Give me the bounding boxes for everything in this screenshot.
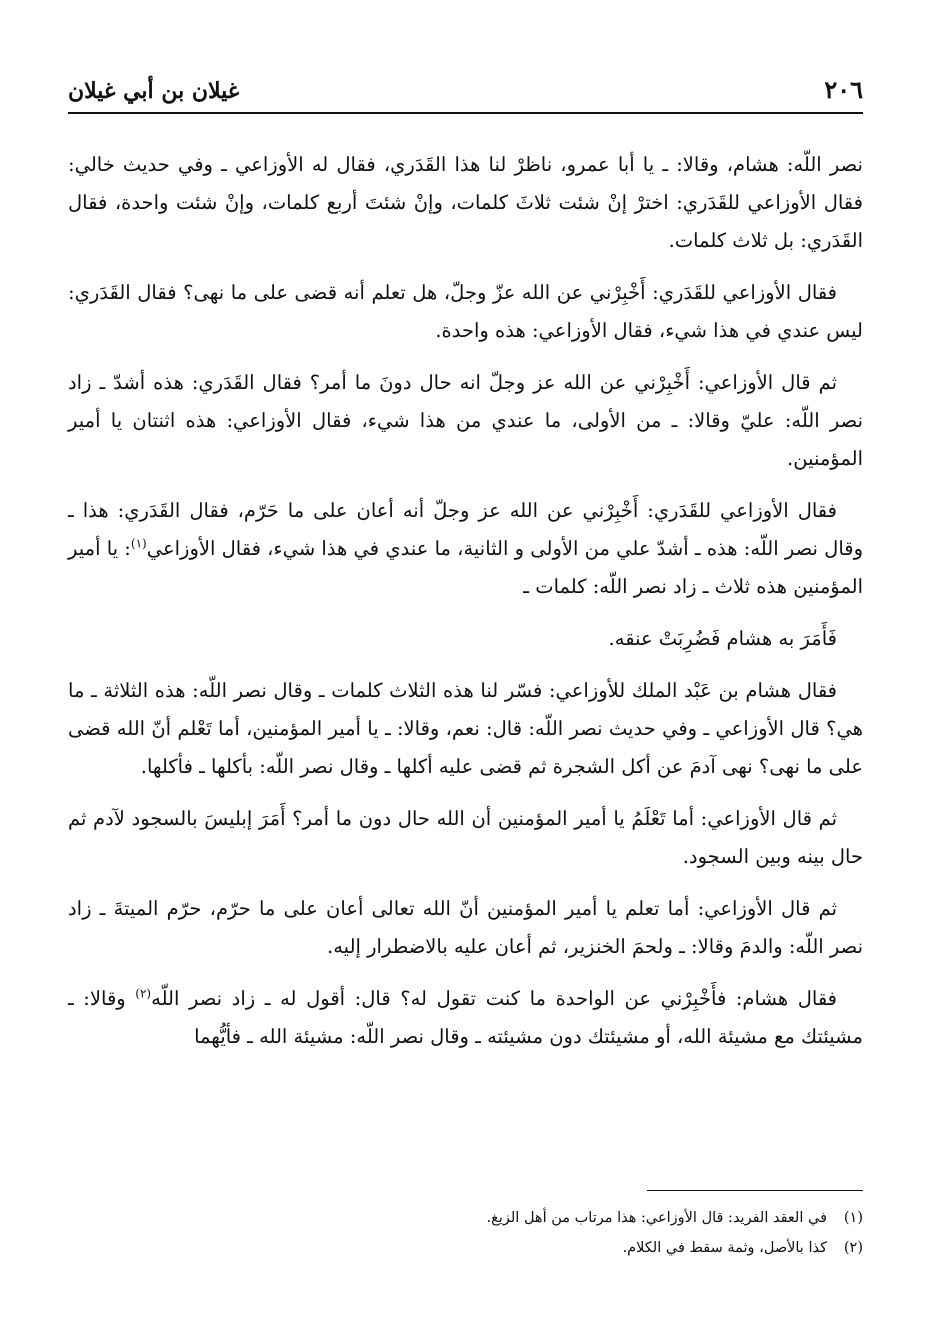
footnote-text: في العقد الفريد: قال الأوزاعي: هذا مرتاب من أهل الزيغ. — [486, 1210, 827, 1226]
paragraph: فَأَمَرَ به هشام فَضُرِبَتْ عنقه. — [608, 627, 837, 650]
main-text — [68, 146, 863, 1070]
paragraph: ثم قال الأوزاعي: أَخْبِرْني عن الله عز وجلّ انه حال دونَ ما أمر؟ فقال القَدَري: هذه أشدّ ـ زاد نصر اللّه: عليّ وقالا: ـ من الأولى، ما عندي من هذا شيء، فقال الأوزاعي: هذه اثنتان يا أمير المؤمنين. — [68, 371, 863, 470]
footnote-number: (٢) — [843, 1240, 863, 1256]
paragraph: فقال الأوزاعي للقَدَري: أَخْبِرْني عن الله عز وجلّ أنه أعان على ما حَرّم، فقال القَدَري: هذا ـ وقال نصر اللّه: هذه ـ أشدّ علي من الأولى و الثانية، ما عندي في هذا شيء، فقال الأوزاعي$^{(١)}$: يا أمير المؤمنين هذه ثلاث ـ زاد نصر اللّه: كلمات ـ — [68, 499, 863, 598]
paragraph: فقال هشام بن عَبْد الملك للأوزاعي: فسّر لنا هذه الثلاث كلمات ـ وقال نصر اللّه: هذه الثلاثة ـ ما هي؟ قال الأوزاعي ـ وفي حديث نصر اللّه: قال: نعم، وقالا: ـ يا أمير المؤمنين، أما تَعْلم أنّ الله قضى على ما نهى؟ نهى آدمَ عن أكل الشجرة ثم قضى عليه أكلها ـ وقال نصر اللّه: بأكلها ـ فأكلها. — [68, 679, 863, 778]
page-number: ٢٠٦ — [824, 75, 863, 104]
footnote-number: (١) — [843, 1210, 863, 1226]
paragraph: فقال الأوزاعي للقَدَري: أَخْبِرْني عن الله عزّ وجلّ، هل تعلم أنه قضى على ما نهى؟ فقال القَدَري: ليس عندي في هذا شيء، فقال الأوزاعي: هذه واحدة. — [68, 281, 863, 342]
paragraph: ثم قال الأوزاعي: أما تعلم يا أمير المؤمنين أنّ الله تعالى أعان على ما حرّم، حرّم الميتةَ ـ زاد نصر اللّه: والدمَ وقالا: ـ ولحمَ الخنزير، ثم أعان عليه بالاضطرار إليه. — [68, 897, 863, 958]
footnote — [68, 1203, 863, 1233]
page-header — [68, 70, 863, 114]
footnotes — [68, 1203, 863, 1263]
running-title: غيلان بن أبي غيلان — [68, 78, 240, 104]
footnote-reference[interactable]: (٢) — [135, 986, 152, 1001]
paragraph: فقال هشام: فأَخْبِرْني عن الواحدة ما كنت تقول له؟ قال: أقول له ـ زاد نصر اللّه$^{(٢)}$ وقالا: ـ مشيئتك مع مشيئة الله، أو مشيئتك دون مشيئته ـ وقال نصر اللّه: مشيئة الله ـ فأيُّهما — [68, 986, 863, 1048]
footnote — [68, 1233, 863, 1263]
paragraph: نصر اللّه: هشام، وقالا: ـ يا أبا عمرو، ناظرْ لنا هذا القَدَري، فقال له الأوزاعي ـ وفي حديث خالي: فقال الأوزاعي للقَدَري: اخترْ إنْ شئت ثلاثَ كلمات، وإنْ شئتَ أربع كلمات، وإنْ شئت واحدة، فقال القَدَري: بل ثلاث كلمات. — [68, 153, 863, 252]
paragraph: ثم قال الأوزاعي: أما تَعْلَمُ يا أمير المؤمنين أن الله حال دون ما أمر؟ أَمَرَ إبليسَ بالسجود لآدم ثم حال بينه وبين السجود. — [68, 807, 863, 868]
footnote-reference[interactable]: (١) — [130, 536, 147, 551]
footnote-text: كذا بالأصل، وثمة سقط في الكلام. — [622, 1240, 827, 1256]
footnote-divider — [647, 1190, 863, 1191]
